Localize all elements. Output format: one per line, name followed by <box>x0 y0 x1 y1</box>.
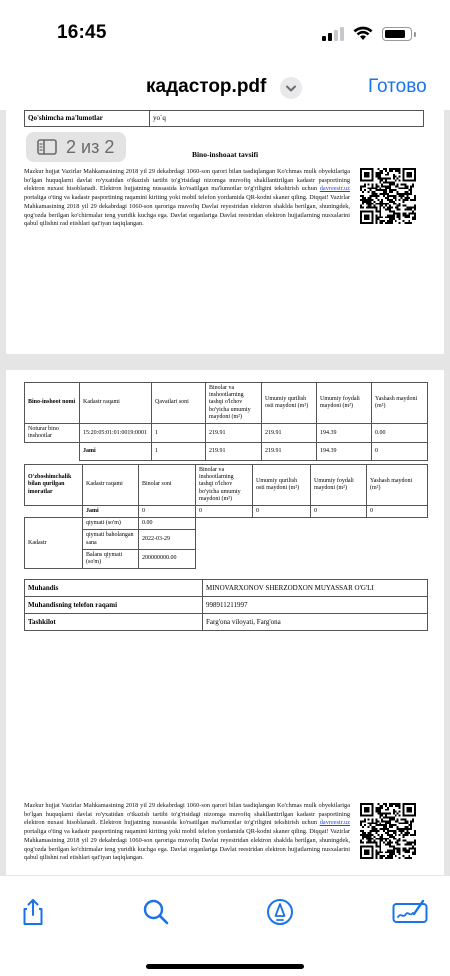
pdf-viewer[interactable] <box>0 110 450 876</box>
markup-icon[interactable] <box>265 897 295 927</box>
share-icon[interactable] <box>18 897 48 927</box>
table-header: Kadastr raqami <box>83 465 139 506</box>
legal-notice-text: Mazkur hujjat Vazirlar Mahkamasining 2018 yil 29 dekabrdagi 1060-son qarori bilan tasdiqlangan Ko'chmas mulk obyektlariga bo'lgan huquqlarni davlat ro'yxatidan o'tkazish tartibi to'g'risidagi nizomga muvofiq shakllantirilgan kadastr pasportining elektron nuxasi hisoblanadi. Elektron hujjatning nussasida ko'rsatilgan ma'lumotlar to'g'riligini tekshirish uchun davreestr.uz portaliga o'ting va kadastr pasportining raqamini kiriting yoki mobil telefon yordamida QR-kodni skaner qiling. Diqqat! Vazirlar Mahkamasining 2018 yil 29 dekabrdagi 1060-son qaroriga muvofiq Davlat reyestridan elektron shaklda berilgan, shuningdek, qog'ozda berilgan ko'chirmalar teng yuridik kuchga ega. Davlat organlariga Davlat reestridan elektron hujjatlarning nusxalarini qabul qilishni rad etishlari qat'iyan taqiqlangan. <box>24 802 350 862</box>
table-row: Muhandisning telefon raqami 998911211997 <box>25 597 428 614</box>
building-table <box>24 382 428 461</box>
qr-code <box>360 168 416 224</box>
table-header: Binolar va inshootlarning tashqi o'lchov bo'yicha umumiy maydoni (m²) <box>196 465 253 506</box>
table-row: Tashkilot Farg'ona viloyati, Farg'ona <box>25 614 428 631</box>
table-header: Kadastr raqami <box>80 383 152 424</box>
table-header: Umumiy foydali maydoni (m²) <box>317 383 372 424</box>
table-total-row: Jami 0 0 0 0 0 <box>25 505 428 517</box>
table-header: Qavatlari soni <box>152 383 206 424</box>
table-header: Yashash maydoni (m²) <box>372 383 428 424</box>
extra-info-label: Qo'shimcha ma'lumotlar <box>25 111 150 127</box>
done-button[interactable]: Готово <box>368 76 427 97</box>
page-indicator <box>26 132 126 162</box>
engineer-table <box>24 579 428 631</box>
home-indicator[interactable] <box>146 964 304 969</box>
status-bar <box>0 0 450 62</box>
registry-link[interactable]: davreestr.uz <box>319 819 350 827</box>
table-header: O'zboshimchalik bilan qurilgan imoratlar <box>25 465 83 506</box>
document-title[interactable]: кадастор.pdf <box>146 76 267 97</box>
cellular-signal-icon <box>322 27 344 41</box>
table-header: Umumiy qurilish osti maydoni (m²) <box>262 383 317 424</box>
chevron-down-icon[interactable] <box>280 77 302 99</box>
table-row: Muhandis MINOVARXONOV SHERZODXON MUYASSAR O'G'LI <box>25 580 428 597</box>
extra-info-table <box>24 110 424 127</box>
extra-info-value: yo`q <box>150 111 424 127</box>
table-header: Yashash maydoni (m²) <box>367 465 428 506</box>
registry-link[interactable]: davreestr.uz <box>319 185 350 193</box>
table-row: Noturar bino inshootlar 15:20:05:01:01:0019:0001 1 219.91 219.91 194.39 0.00 <box>25 423 428 442</box>
pdf-page-2 <box>6 370 444 875</box>
nav-bar <box>0 62 450 110</box>
table-row: qiymati baholangan sana 2022-03-29 <box>25 530 428 549</box>
table-total-row: Jami 1 219.91 219.91 194.39 0 <box>25 443 428 461</box>
legal-notice-text: Mazkur hujjat Vazirlar Mahkamasining 2018 yil 29 dekabrdagi 1060-son qarori bilan tasdiqlangan Ko'chmas mulk obyektlariga bo'lgan huquqlarni davlat ro'yxatidan o'tkazish tartibi to'g'risidagi nizomga muvofiq shakllantirilgan kadastr pasportining elektron nuxasi hisoblanadi. Elektron hujjatning nussasida ko'rsatilgan ma'lumotlar to'g'riligini tekshirish uchun davreestr.uz portaliga o'ting va kadastr pasportining raqamini kiriting yoki mobil telefon yordamida QR-kodni skaner qiling. Diqqat! Vazirlar Mahkamasining 2018 yil 29 dekabrdagi 1060-son qaroriga muvofiq Davlat reyestridan elektron shaklda berilgan, shuningdek, qog'ozda berilgan ko'chirmalar teng yuridik kuchga ega. Davlat organlariga Davlat reestridan elektron hujjatlarning nusxalarini qabul qilishni rad etishlari qat'iyan taqiqlangan. <box>24 168 350 228</box>
table-header: Binolar soni <box>139 465 196 506</box>
table-header: Umumiy qurilish osti maydoni (m²) <box>253 465 311 506</box>
bottom-toolbar <box>0 876 450 976</box>
table-row: Kadastr qiymati (so'm) 0.00 <box>25 518 428 530</box>
qr-code <box>360 803 416 859</box>
battery-icon <box>382 27 412 41</box>
table-row: Balans qiymati (so'm) 200000000.00 <box>25 549 428 568</box>
signature-icon[interactable] <box>392 897 428 927</box>
wifi-icon <box>353 25 373 41</box>
table-header: Bino-inshoot nomi <box>25 383 80 424</box>
page-indicator-text: 2 из 2 <box>66 137 115 157</box>
search-icon[interactable] <box>141 897 171 927</box>
status-time: 16:45 <box>57 22 107 43</box>
kadastr-label: Kadastr <box>25 518 83 569</box>
sidebar-thumbnails-icon <box>37 139 57 155</box>
table-header: Binolar va inshootlarning tashqi o'lchov bo'yicha umumiy maydoni (m²) <box>206 383 262 424</box>
unauthorized-buildings-table <box>24 464 428 569</box>
table-header: Umumiy foydali maydoni (m²) <box>311 465 367 506</box>
section-title: Bino-inshoaat tavsifi <box>191 150 259 159</box>
